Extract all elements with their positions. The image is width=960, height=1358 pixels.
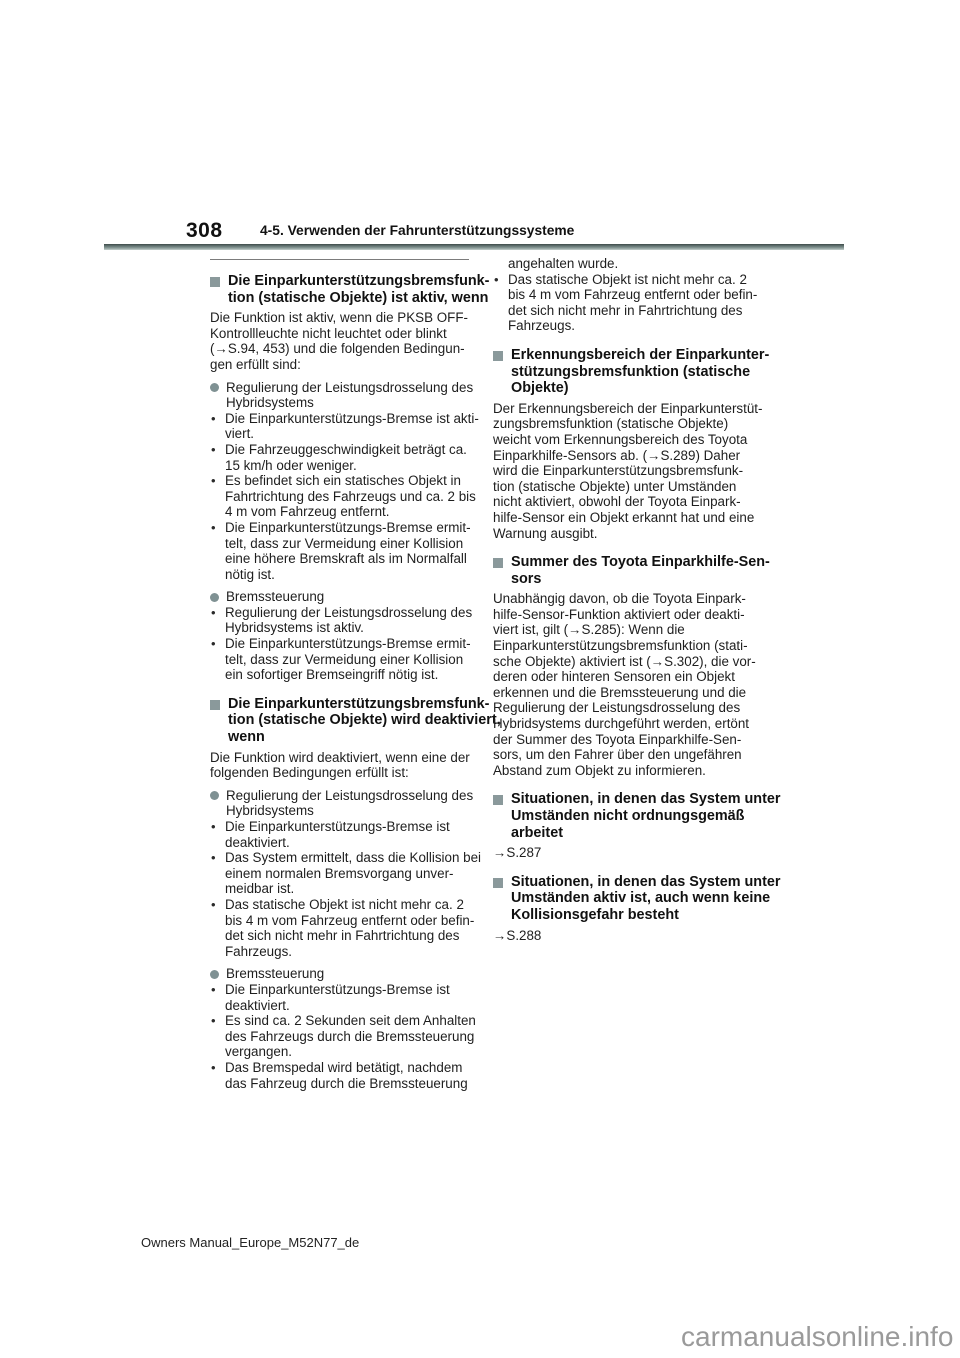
text-line: Die Einparkunterstützungs-Bremse ist akti- bbox=[225, 410, 479, 426]
text-line: Die Einparkunterstützungs-Bremse ermit- bbox=[225, 636, 471, 652]
text-line: Die Einparkunterstützungs-Bremse ist bbox=[225, 981, 450, 997]
section-heading bbox=[493, 873, 781, 924]
circle-bullet-icon bbox=[210, 791, 219, 800]
column-top-rule bbox=[210, 259, 469, 260]
text-line: Das Bremspedal wird betätigt, nachdem bbox=[225, 1059, 463, 1075]
text-line: Situationen, in denen das System unter bbox=[511, 873, 781, 890]
sub-bullet-item bbox=[210, 850, 482, 897]
text-line: Die Einparkunterstützungsbremsfunk- bbox=[228, 695, 490, 712]
dot-bullet-icon: • bbox=[211, 473, 216, 489]
paragraph bbox=[493, 400, 763, 541]
sub-bullet-item bbox=[210, 520, 469, 582]
text-line: Fahrtrichtung des Fahrzeugs und ca. 2 bis bbox=[225, 488, 476, 504]
text-line: Die Funktion wird deaktiviert, wenn eine der bbox=[210, 749, 470, 765]
page-reference bbox=[493, 928, 752, 944]
text-line: des Fahrzeugs durch die Bremssteuerung bbox=[225, 1028, 475, 1044]
bullet-item bbox=[210, 787, 474, 819]
text-line: det sich nicht mehr in Fahrtrichtung des bbox=[508, 302, 743, 318]
dot-bullet-icon: • bbox=[211, 850, 216, 866]
text-line: Fahrzeugs. bbox=[225, 943, 292, 959]
section-heading bbox=[493, 791, 781, 841]
text-line: einem normalen Bremsvorgang unver- bbox=[225, 865, 454, 881]
text-line: Umständen nicht ordnungsgemäß bbox=[511, 808, 745, 824]
text-line: Fahrzeugs. bbox=[508, 318, 575, 334]
sub-bullet-item bbox=[210, 604, 473, 636]
text-line: stützungsbremsfunktion (statische bbox=[511, 363, 751, 380]
text-line: wird die Einparkunterstützungsbremsfunk- bbox=[493, 463, 744, 479]
text-line: hilfe-Sensor-Funktion aktiviert oder deakti- bbox=[493, 606, 745, 622]
text-line: telt, dass zur Vermeidung einer Kollision bbox=[225, 651, 464, 667]
text-line: bis 4 m vom Fahrzeug entfernt oder befin- bbox=[225, 912, 475, 928]
text-line: zungsbremsfunktion (statische Objekte) bbox=[493, 416, 729, 432]
text-line: Es befindet sich ein statisches Objekt in bbox=[225, 473, 461, 489]
text-line: Die Einparkunterstützungs-Bremse ermit- bbox=[225, 519, 471, 535]
text-line: sche Objekte) aktiviert ist (→S.302), die vor- bbox=[493, 653, 756, 669]
text-line: erkennen und die Bremssteuerung und die bbox=[493, 684, 747, 700]
text-line: Hybridsystems durchgeführt werden, ertönt bbox=[493, 716, 750, 732]
bullet-item bbox=[210, 379, 474, 411]
text-line: Hybridsystems bbox=[226, 395, 314, 411]
text-line: Umständen aktiv ist, auch wenn keine bbox=[511, 890, 771, 907]
circle-bullet-icon bbox=[210, 593, 219, 602]
dot-bullet-icon: • bbox=[211, 896, 216, 912]
text-line: Die Einparkunterstützungsbremsfunk- bbox=[228, 273, 490, 289]
bullet-item bbox=[210, 966, 469, 982]
sub-bullet-item bbox=[210, 819, 469, 850]
page-reference bbox=[493, 845, 752, 861]
square-bullet-icon bbox=[493, 795, 503, 805]
dot-bullet-icon: • bbox=[211, 636, 216, 652]
text-line: viert. bbox=[225, 426, 255, 442]
text-line: nicht aktiviert, obwohl der Toyota Einpark- bbox=[493, 494, 741, 510]
sub-bullet-item bbox=[493, 271, 758, 334]
text-line: wenn bbox=[228, 729, 265, 746]
text-line: Die Funktion ist aktiv, wenn die PKSB OFF- bbox=[210, 310, 468, 326]
left-column bbox=[210, 256, 501, 1091]
text-line: telt, dass zur Vermeidung einer Kollision bbox=[225, 535, 464, 551]
section-heading bbox=[210, 273, 490, 306]
circle-bullet-icon bbox=[210, 970, 219, 979]
sub-bullet-item bbox=[210, 1060, 469, 1091]
text-line: tion (statische Objekte) ist aktiv, wenn bbox=[228, 289, 489, 306]
dot-bullet-icon: • bbox=[211, 1013, 216, 1029]
bullet-item bbox=[210, 589, 469, 605]
paragraph bbox=[493, 591, 756, 778]
text-line: Die Fahrzeuggeschwindigkeit beträgt ca. bbox=[225, 441, 467, 457]
text-line: Unabhängig davon, ob die Toyota Einpark- bbox=[493, 591, 746, 607]
sub-bullet-item bbox=[210, 1013, 476, 1060]
text-line: 15 km/h oder weniger. bbox=[225, 457, 357, 473]
text-line: gen erfüllt sind: bbox=[210, 356, 301, 372]
section-heading bbox=[493, 346, 770, 397]
text-line: Bremssteuerung bbox=[226, 966, 325, 982]
text-line: Bremssteuerung bbox=[226, 589, 325, 605]
text-line: Situationen, in denen das System unter bbox=[511, 791, 781, 808]
text-line: Kontrollleuchte nicht leuchtet oder blinkt bbox=[210, 325, 447, 341]
text-line: tion (statische Objekte) wird deaktiviert, bbox=[228, 712, 501, 729]
text-line: meidbar ist. bbox=[225, 881, 295, 897]
watermark-text: carmanualsonline.info bbox=[681, 1321, 954, 1352]
square-bullet-icon bbox=[210, 700, 220, 710]
text-line: →S.287 bbox=[493, 845, 542, 861]
text-line: Summer des Toyota Einparkhilfe-Sen- bbox=[511, 554, 770, 571]
text-line: deaktiviert. bbox=[225, 834, 290, 850]
square-bullet-icon bbox=[210, 277, 220, 287]
section-heading bbox=[210, 695, 501, 746]
text-line: Objekte) bbox=[511, 380, 569, 397]
text-line: Das statische Objekt ist nicht mehr ca. 2 bbox=[225, 896, 464, 912]
dot-bullet-icon: • bbox=[211, 441, 216, 457]
text-line: Hybridsystems bbox=[226, 803, 314, 819]
header-rule bbox=[104, 244, 844, 250]
text-line: Einparkhilfe-Sensors ab. (→S.289) Daher bbox=[493, 447, 741, 463]
dot-bullet-icon: • bbox=[211, 519, 216, 535]
dot-bullet-icon: • bbox=[211, 410, 216, 426]
paragraph bbox=[210, 750, 469, 781]
text-line: Abstand zum Objekt zu informieren. bbox=[493, 762, 706, 778]
sub-bullet-item bbox=[210, 636, 469, 683]
text-line: →S.288 bbox=[493, 927, 542, 943]
text-line: sors, um den Fahrer über den ungefähren bbox=[493, 747, 742, 763]
text-line: Regulierung der Leistungsdrosselung des bbox=[493, 700, 741, 716]
page-number: 308 bbox=[186, 219, 223, 242]
text-line: das Fahrzeug durch die Bremssteuerung bbox=[225, 1075, 468, 1091]
text-line: det sich nicht mehr in Fahrtrichtung des bbox=[225, 928, 460, 944]
text-line: Hybridsystems ist aktiv. bbox=[225, 620, 364, 636]
text-line: vergangen. bbox=[225, 1044, 293, 1060]
continued-text bbox=[493, 256, 752, 272]
text-line: viert ist, gilt (→S.285): Wenn die bbox=[493, 622, 685, 638]
section-title: 4-5. Verwenden der Fahrunterstützungssysteme bbox=[260, 223, 575, 238]
text-line: nötig ist. bbox=[225, 566, 275, 582]
text-line: Kollisionsgefahr besteht bbox=[511, 906, 679, 923]
text-line: arbeitet bbox=[511, 824, 563, 841]
text-line: hilfe-Sensor ein Objekt erkannt hat und eine bbox=[493, 509, 755, 525]
text-line: Regulierung der Leistungsdrosselung des bbox=[225, 604, 473, 620]
text-line: eine höhere Bremskraft als im Normalfall bbox=[225, 551, 467, 567]
text-line: Das statische Objekt ist nicht mehr ca. 2 bbox=[508, 271, 747, 287]
square-bullet-icon bbox=[493, 878, 503, 888]
paragraph bbox=[210, 310, 469, 372]
square-bullet-icon bbox=[493, 558, 503, 568]
section-heading bbox=[493, 554, 770, 587]
text-line: sors bbox=[511, 570, 542, 587]
sub-bullet-item bbox=[210, 982, 469, 1013]
text-line: deaktiviert. bbox=[225, 997, 290, 1013]
sub-bullet-item bbox=[210, 896, 475, 959]
dot-bullet-icon: • bbox=[211, 604, 216, 620]
text-line: Regulierung der Leistungsdrosselung des bbox=[226, 379, 474, 395]
sub-bullet-item bbox=[210, 442, 469, 473]
right-column bbox=[493, 256, 781, 943]
text-line: Die Einparkunterstützungs-Bremse ist bbox=[225, 819, 450, 834]
text-line: deren oder hinteren Sensoren ein Objekt bbox=[493, 669, 735, 685]
text-line: Warnung ausgibt. bbox=[493, 525, 598, 541]
footer-document-id: Owners Manual_Europe_M52N77_de bbox=[141, 1235, 360, 1250]
text-line: bis 4 m vom Fahrzeug entfernt oder befin- bbox=[508, 287, 758, 303]
text-line: ein sofortiger Bremseingriff nötig ist. bbox=[225, 667, 439, 683]
dot-bullet-icon: • bbox=[211, 1059, 216, 1075]
text-line: Das System ermittelt, dass die Kollision bei bbox=[225, 850, 482, 866]
text-line: angehalten wurde. bbox=[508, 256, 619, 271]
text-line: folgenden Bedingungen erfüllt ist: bbox=[210, 765, 409, 781]
text-line: Einparkunterstützungsbremsfunktion (stati- bbox=[493, 638, 748, 654]
text-line: Regulierung der Leistungsdrosselung des bbox=[226, 787, 474, 803]
text-line: Es sind ca. 2 Sekunden seit dem Anhalten bbox=[225, 1013, 476, 1029]
dot-bullet-icon: • bbox=[211, 981, 216, 997]
text-line: 4 m vom Fahrzeug entfernt. bbox=[225, 504, 390, 520]
dot-bullet-icon: • bbox=[494, 271, 499, 287]
sub-bullet-item bbox=[210, 473, 476, 520]
square-bullet-icon bbox=[493, 351, 503, 361]
text-line: Der Erkennungsbereich der Einparkunterstüt- bbox=[493, 400, 763, 416]
two-column-body bbox=[210, 256, 781, 1091]
text-line: Erkennungsbereich der Einparkunter- bbox=[511, 346, 770, 363]
text-line: der Summer des Toyota Einparkhilfe-Sen- bbox=[493, 731, 742, 747]
dot-bullet-icon: • bbox=[211, 819, 216, 834]
text-line: (→S.94, 453) und die folgenden Bedingun- bbox=[210, 341, 465, 357]
sub-bullet-item bbox=[210, 410, 479, 442]
text-line: weicht vom Erkennungsbereich des Toyota bbox=[493, 431, 748, 447]
text-line: tion (statische Objekte) unter Umständen bbox=[493, 478, 737, 494]
circle-bullet-icon bbox=[210, 383, 219, 392]
